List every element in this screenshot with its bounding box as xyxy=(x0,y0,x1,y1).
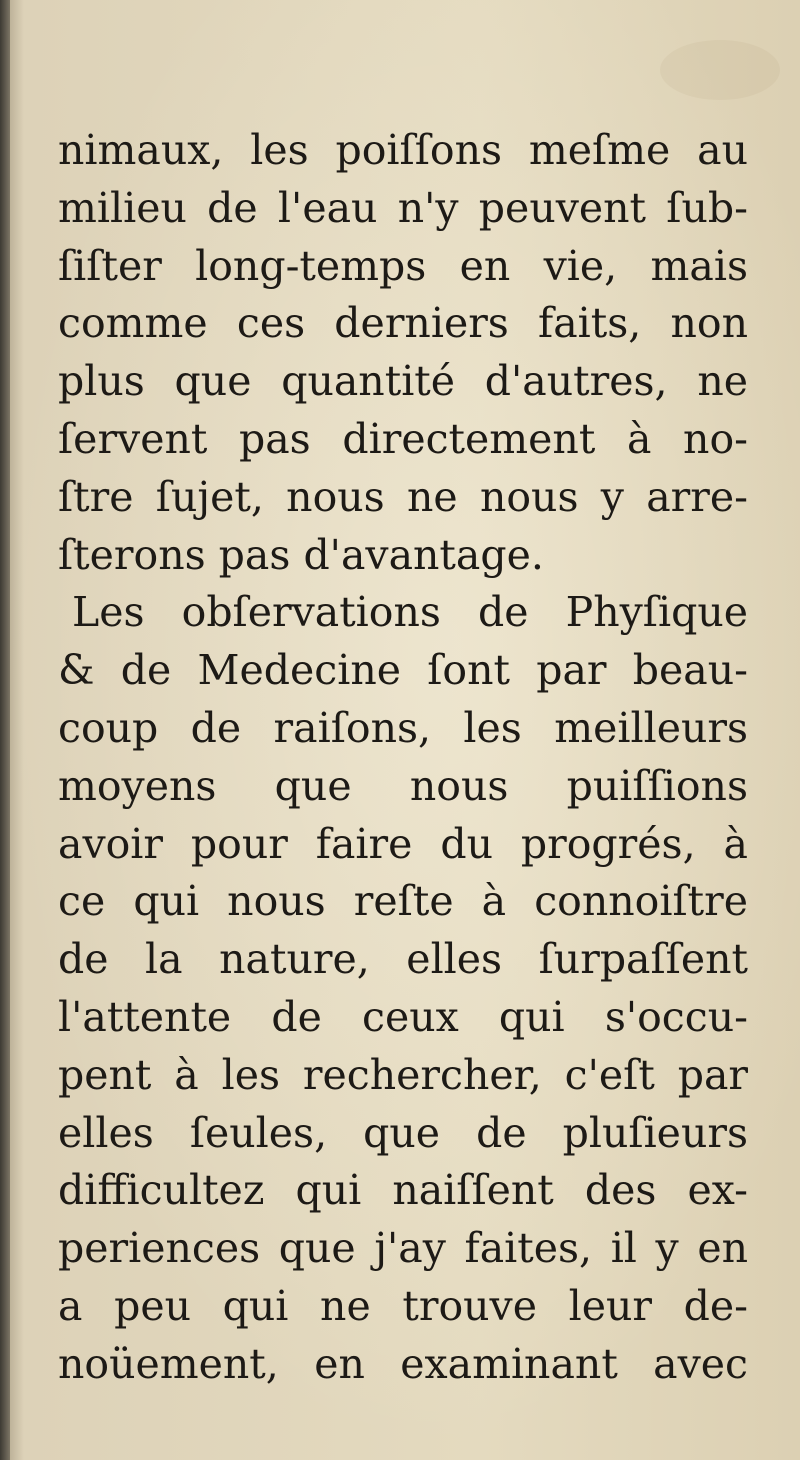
text-line: ſtre ſujet, nous ne nous y arre- xyxy=(58,472,748,521)
text-line: ce qui nous reſte à connoiſtre xyxy=(58,877,748,926)
text-line: ſiſter long-temps en vie, mais xyxy=(58,241,748,290)
text-line: ſterons pas d'avantage. xyxy=(58,530,544,579)
body-text xyxy=(58,122,748,1394)
text-line: difficultez qui naiſſent des ex- xyxy=(58,1166,748,1215)
text-line: coup de raiſons, les meilleurs xyxy=(58,703,748,752)
text-line: ſervent pas directement à no- xyxy=(58,414,748,463)
text-line: nimaux, les poiſſons meſme au xyxy=(58,126,748,174)
text-line: avoir pour faire du progrés, à xyxy=(58,819,748,868)
text-line: noüement, en examinant avec xyxy=(58,1339,748,1388)
text-line: & de Medecine ſont par beau- xyxy=(58,646,748,695)
text-line-paragraph-start: Les obſervations de Phyſique xyxy=(72,588,748,637)
page-gutter xyxy=(0,0,10,1460)
text-line: pent à les rechercher, c'eſt par xyxy=(58,1050,748,1099)
text-line: a peu qui ne trouve leur de- xyxy=(58,1281,748,1330)
text-line: moyens que nous puiſſions xyxy=(58,761,748,810)
text-line: elles ſeules, que de pluſieurs xyxy=(58,1108,748,1157)
text-line: de la nature, elles ſurpaſſent xyxy=(58,935,748,984)
text-line: comme ces derniers faits, non xyxy=(58,299,748,348)
text-line: plus que quantité d'autres, ne xyxy=(58,357,748,406)
paper-stain xyxy=(660,40,780,100)
text-line: periences que j'ay faites, il y en xyxy=(58,1224,748,1273)
text-line: milieu de l'eau n'y peuvent ſub- xyxy=(58,183,748,232)
text-line: l'attente de ceux qui s'occu- xyxy=(58,992,748,1041)
